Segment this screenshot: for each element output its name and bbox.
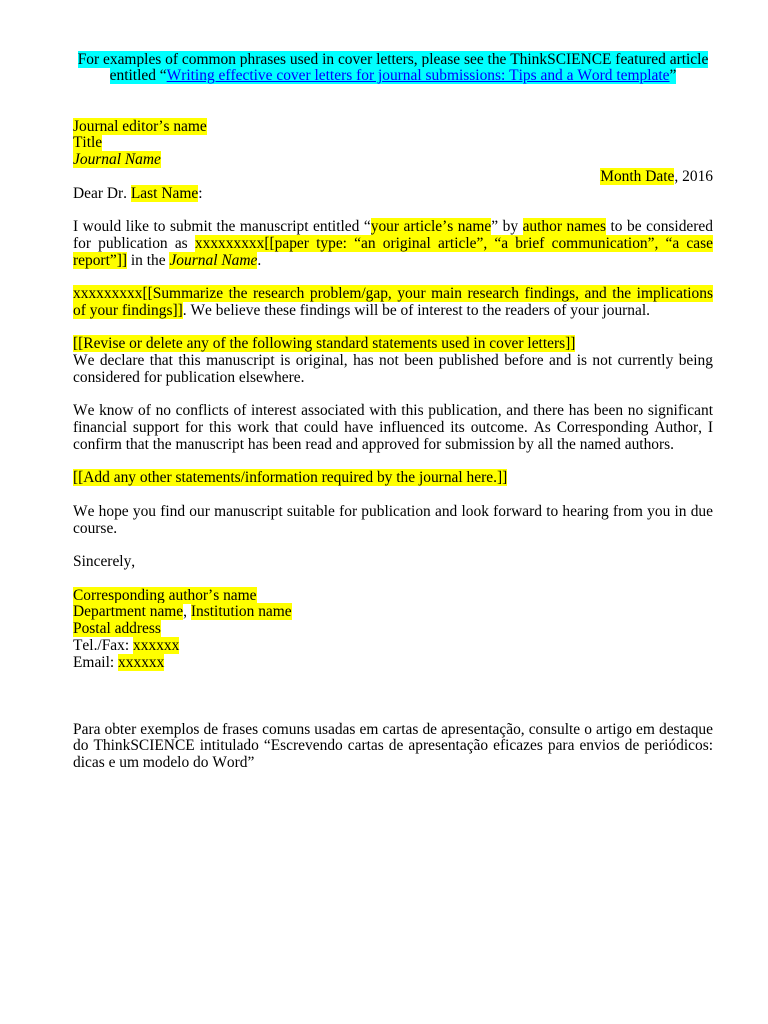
recipient-line	[73, 119, 713, 136]
tel-fax-label: Tel./Fax:	[73, 636, 134, 654]
blank-space	[73, 537, 713, 554]
paragraph-line	[73, 303, 713, 320]
author-names-placeholder: author names	[522, 218, 606, 236]
featured-article-link[interactable]: Writing effective cover letters for journal submissions: Tips and a Word template	[166, 67, 670, 85]
additional-statements-text: [[Add any other statements/information required by the journal here.]]	[73, 469, 508, 487]
signature-line	[73, 655, 713, 672]
editor-name-placeholder: Journal editor’s name	[73, 117, 207, 135]
header-note-line	[73, 68, 713, 85]
paragraph-line: confirm that the manuscript has been read and approved for submission by all the named authors.	[73, 435, 675, 453]
cover-letter-template	[73, 52, 713, 772]
additional-statements-note	[73, 470, 713, 487]
paragraph-line: We know of no conflicts of interest associated with this publication, and there has been no significant	[73, 402, 713, 420]
blank-space	[73, 571, 713, 588]
blank-space	[73, 202, 713, 219]
sign-off: Sincerely,	[73, 553, 136, 571]
paragraph-text: I would like to submit the manuscript entitled “	[73, 218, 371, 236]
header-note-line	[73, 52, 713, 69]
signature-separator: ,	[183, 603, 191, 621]
signature-line	[73, 638, 713, 655]
tel-fax-placeholder: xxxxxx	[133, 636, 180, 654]
findings-placeholder: xxxxxxxxx[[Summarize the research problem/gap, your main research findings, and the implications	[73, 285, 713, 303]
signature-line	[73, 621, 713, 638]
signature-line	[73, 604, 713, 621]
header-note-text: ”	[669, 67, 677, 85]
header-note-text: For examples of common phrases used in cover letters, please see the ThinkSCIENCE featured article	[77, 50, 709, 68]
paragraph-line: dicas e um modelo do Word”	[73, 754, 255, 772]
paragraph-line: financial support for this work that could have influenced its outcome. As Corresponding Author, I	[73, 419, 713, 437]
findings-paragraph	[73, 286, 713, 320]
recipient-line	[73, 135, 713, 152]
last-name-placeholder: Last Name	[130, 184, 199, 202]
recipient-line	[73, 152, 713, 169]
paper-type-placeholder: report”]]	[73, 251, 127, 269]
blank-space	[73, 269, 713, 286]
statements-note-text: [[Revise or delete any of the following standard statements used in cover letters]]	[73, 335, 576, 353]
header-note	[73, 52, 713, 86]
signature-block	[73, 588, 713, 672]
date-line	[73, 169, 713, 186]
paragraph-text: .	[257, 251, 262, 269]
paragraph-line	[73, 253, 713, 270]
paragraph-line: We hope you find our manuscript suitable for publication and look forward to hearing from you in due	[73, 502, 713, 520]
paragraph-line	[73, 236, 713, 253]
month-date-placeholder: Month Date	[600, 167, 675, 185]
recipient-block	[73, 119, 713, 169]
paragraph-text: to be considered	[605, 218, 713, 236]
blank-space	[73, 671, 713, 721]
author-name-placeholder: Corresponding author’s name	[73, 586, 257, 604]
blank-space	[73, 487, 713, 504]
salutation-prefix: Dear Dr.	[73, 184, 131, 202]
salutation-suffix: :	[198, 184, 203, 202]
institution-placeholder: Institution name	[190, 603, 292, 621]
journal-name-placeholder: Journal Name	[169, 251, 258, 269]
blank-space	[73, 85, 713, 119]
paragraph-line: considered for publication elsewhere.	[73, 368, 305, 386]
journal-name-placeholder: Journal Name	[73, 151, 161, 169]
paragraph-line	[73, 219, 713, 236]
paragraph-line	[73, 286, 713, 303]
postal-address-placeholder: Postal address	[73, 620, 161, 638]
originality-paragraph	[73, 353, 713, 387]
title-placeholder: Title	[73, 134, 103, 152]
paragraph-line: do ThinkSCIENCE intitulado “Escrevendo cartas de apresentação eficazes para envios de periódicos:	[73, 737, 713, 755]
blank-space	[73, 320, 713, 337]
paragraph-text: ” by	[491, 218, 523, 236]
email-placeholder: xxxxxx	[118, 653, 165, 671]
paragraph-text: in the	[127, 251, 170, 269]
blank-space	[73, 387, 713, 404]
intro-paragraph	[73, 219, 713, 269]
closing-paragraph	[73, 504, 713, 538]
translation-note	[73, 722, 713, 772]
article-name-placeholder: your article’s name	[370, 218, 492, 236]
paragraph-line: We declare that this manuscript is original, has not been published before and is not currently being	[73, 352, 713, 370]
signature-line	[73, 588, 713, 605]
paragraph-line: course.	[73, 519, 118, 537]
header-note-text: entitled “	[109, 67, 167, 85]
findings-placeholder: of your findings]]	[73, 301, 183, 319]
paragraph-text: for publication as	[73, 234, 195, 252]
statements-note	[73, 336, 713, 353]
paragraph-line: Para obter exemplos de frases comuns usadas em cartas de apresentação, consulte o artigo em destaque	[73, 720, 713, 738]
conflicts-paragraph	[73, 403, 713, 453]
department-placeholder: Department name	[73, 603, 184, 621]
salutation	[73, 186, 713, 203]
blank-space	[73, 454, 713, 471]
paper-type-placeholder: xxxxxxxxx[[paper type: “an original article”, “a brief communication”, “a case	[194, 234, 713, 252]
date-year: , 2016	[674, 167, 713, 185]
email-label: Email:	[73, 653, 119, 671]
paragraph-text: . We believe these findings will be of interest to the readers of your journal.	[182, 301, 651, 319]
